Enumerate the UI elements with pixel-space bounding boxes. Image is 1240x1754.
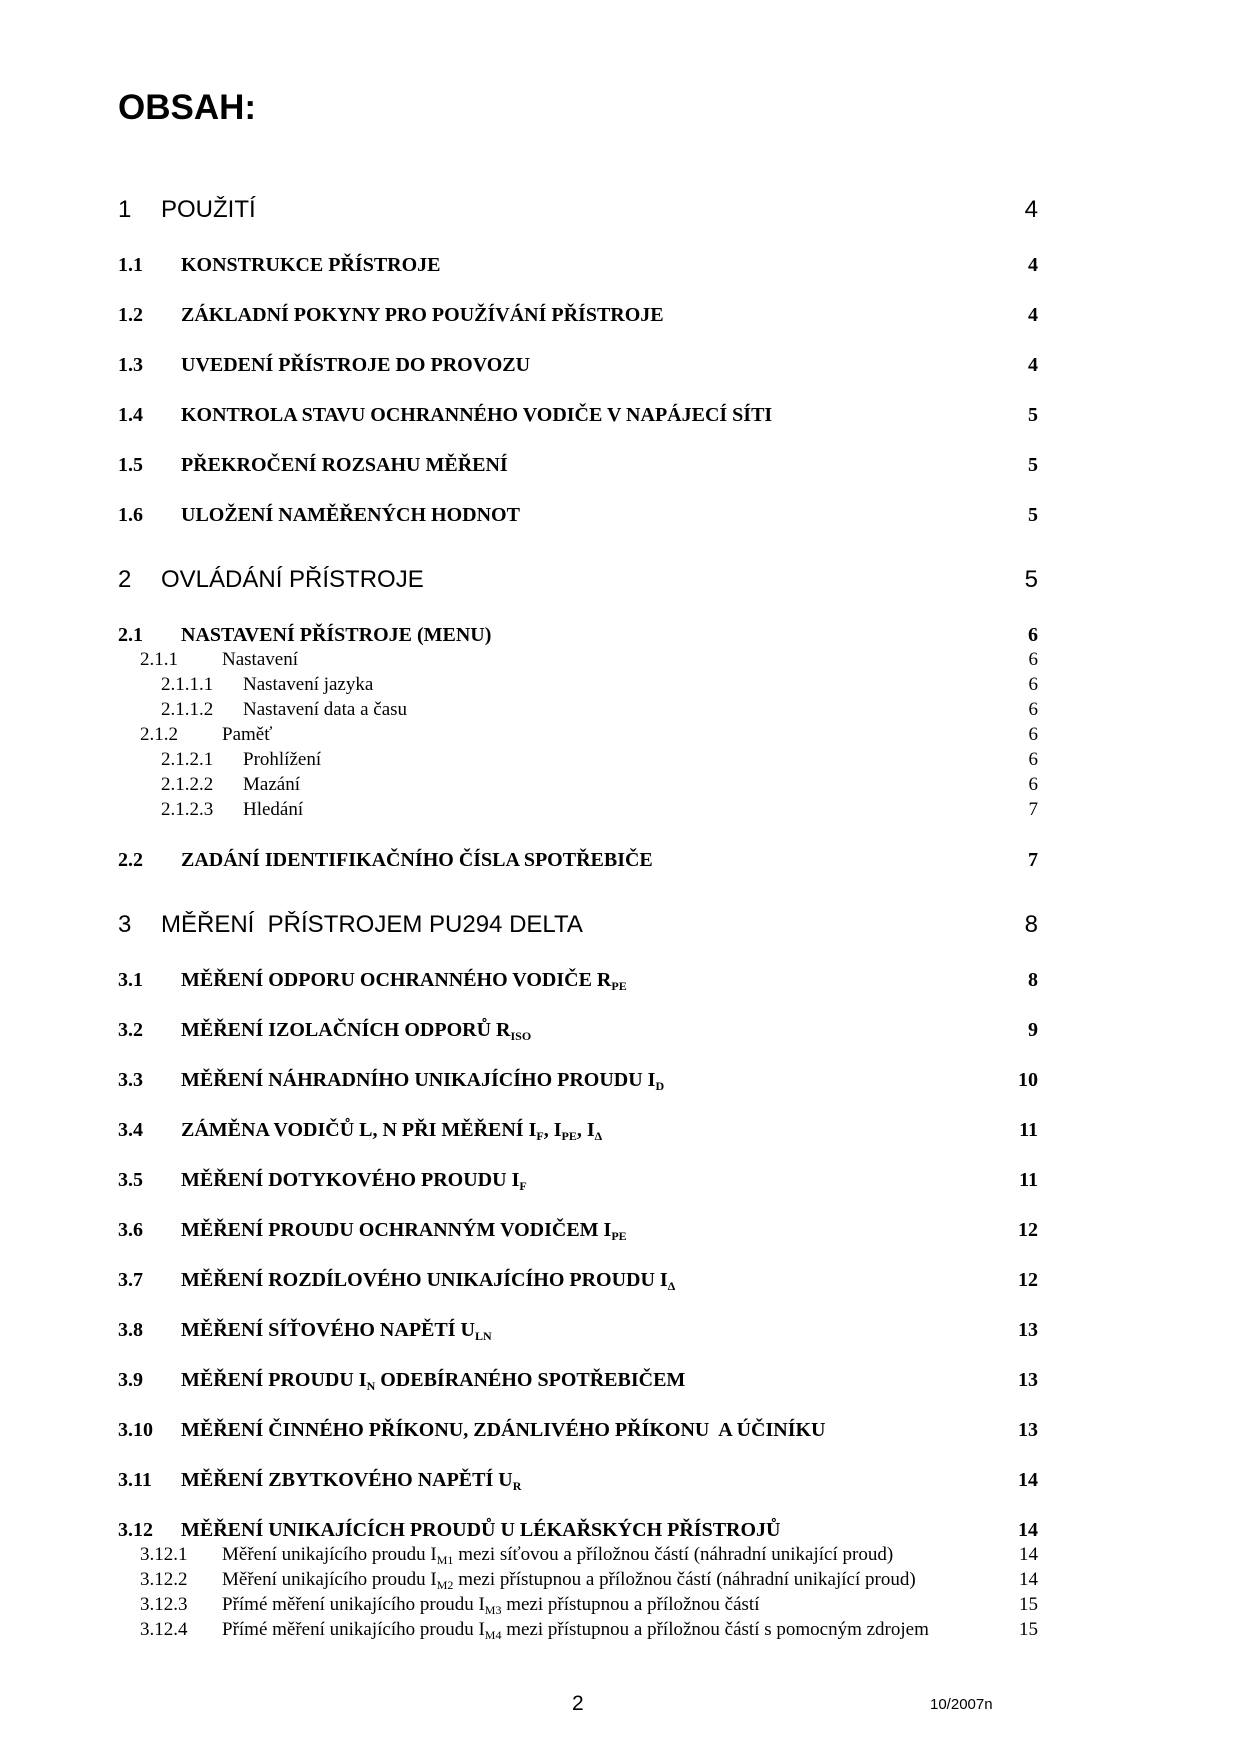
- toc-section-1-4[interactable]: [118, 400, 1038, 430]
- toc-label-subscript: PE: [611, 1229, 627, 1243]
- toc-label-subscript: M3: [484, 1603, 502, 1617]
- toc-label: [181, 1265, 675, 1295]
- toc-label-subscript: R: [512, 1479, 522, 1493]
- toc-subsection-3-12-4[interactable]: [118, 1615, 1038, 1645]
- toc-label: Nastavení jazyka: [243, 674, 374, 695]
- toc-number: 3.12.1: [140, 1544, 188, 1565]
- toc-label-subscript: F: [519, 1179, 527, 1193]
- toc-section-3-3[interactable]: [118, 1065, 1038, 1095]
- toc-label: Paměť: [222, 724, 273, 745]
- toc-number: 3.3: [118, 1069, 143, 1091]
- toc-label-text: mezi síťovou a příložnou částí (náhradní unikající proud): [453, 1544, 894, 1565]
- toc-page: 5: [1028, 454, 1038, 476]
- toc-label: MĚŘENÍ ČINNÉHO PŘÍKONU, ZDÁNLIVÉHO PŘÍKONU A ÚČINÍKU: [181, 1419, 826, 1441]
- toc-page: 4: [1024, 196, 1038, 223]
- toc-label: Prohlížení: [243, 749, 322, 770]
- toc-section-3-2[interactable]: [118, 1015, 1038, 1045]
- toc-section-2-2[interactable]: [118, 845, 1038, 875]
- toc-label: [181, 1215, 627, 1245]
- toc-section-3-11[interactable]: [118, 1465, 1038, 1495]
- toc-section-1-6[interactable]: [118, 500, 1038, 530]
- toc-subsubsection-2-1-2-3[interactable]: [118, 795, 1038, 825]
- toc-number: 1.3: [118, 354, 143, 376]
- toc-chapter-1[interactable]: [118, 195, 1038, 225]
- toc-section-3-1[interactable]: [118, 965, 1038, 995]
- toc-section-1-2[interactable]: [118, 300, 1038, 330]
- toc-label: KONTROLA STAVU OCHRANNÉHO VODIČE V NAPÁJECÍ SÍTI: [181, 404, 773, 426]
- toc-label-subscript: M2: [436, 1578, 454, 1592]
- toc-label-subscript: M1: [436, 1553, 454, 1567]
- toc-label-text: Měření unikajícího proudu I: [222, 1569, 437, 1590]
- toc-page: 11: [1019, 1119, 1038, 1141]
- toc-section-3-9[interactable]: [118, 1365, 1038, 1395]
- toc-label: MĚŘENÍ PŘÍSTROJEM PU294 DELTA: [161, 911, 583, 938]
- toc-label-text: MĚŘENÍ IZOLAČNÍCH ODPORŮ R: [181, 1019, 511, 1041]
- toc-section-1-3[interactable]: [118, 350, 1038, 380]
- toc-number: 3.5: [118, 1169, 143, 1191]
- toc-label-text: MĚŘENÍ PROUDU OCHRANNÝM VODIČEM I: [181, 1219, 612, 1241]
- toc-label: [181, 965, 627, 995]
- toc-number: 3.9: [118, 1369, 143, 1391]
- toc-label: [181, 1165, 527, 1195]
- toc-page: 13: [1018, 1369, 1038, 1391]
- toc-page: 15: [1019, 1619, 1038, 1640]
- toc-section-1-5[interactable]: [118, 450, 1038, 480]
- toc-label: PŘEKROČENÍ ROZSAHU MĚŘENÍ: [181, 454, 508, 476]
- toc-number: 2.1.2.2: [161, 774, 214, 795]
- toc-page: 14: [1018, 1469, 1038, 1491]
- toc-number: 3.4: [118, 1119, 143, 1141]
- toc-label-text: MĚŘENÍ PROUDU I: [181, 1369, 367, 1391]
- toc-page: 6: [1028, 649, 1038, 670]
- toc-page: 14: [1018, 1519, 1038, 1541]
- toc-label-text: MĚŘENÍ ROZDÍLOVÉHO UNIKAJÍCÍHO PROUDU I: [181, 1269, 668, 1291]
- toc-label-subscript: ISO: [510, 1029, 532, 1043]
- toc-label-text: MĚŘENÍ NÁHRADNÍHO UNIKAJÍCÍHO PROUDU I: [181, 1069, 656, 1091]
- toc-section-3-6[interactable]: [118, 1215, 1038, 1245]
- toc-page: 5: [1028, 504, 1038, 526]
- toc-page: 6: [1028, 674, 1038, 695]
- toc-number: 2.1.2.3: [161, 799, 214, 820]
- toc-page: 6: [1028, 624, 1038, 646]
- toc-page: 8: [1028, 969, 1038, 991]
- toc-label-subscript: PE: [611, 979, 627, 993]
- toc-label-subscript: N: [366, 1379, 376, 1393]
- toc-number: 1: [118, 196, 132, 223]
- toc-page: 11: [1019, 1169, 1038, 1191]
- toc-page: 12: [1018, 1269, 1038, 1291]
- toc-label: [181, 1465, 521, 1495]
- toc-page: 10: [1018, 1069, 1038, 1091]
- toc-label: Hledání: [243, 799, 304, 820]
- toc-number: 3.12.3: [140, 1594, 188, 1615]
- toc-label-text: Přímé měření unikajícího proudu I: [222, 1594, 485, 1615]
- toc-page: 6: [1028, 699, 1038, 720]
- toc-label: [181, 1115, 602, 1145]
- toc-page: 12: [1018, 1219, 1038, 1241]
- toc-page: 7: [1028, 799, 1038, 820]
- toc-number: 1.4: [118, 404, 143, 426]
- toc-number: 1.6: [118, 504, 143, 526]
- toc-page: 4: [1028, 354, 1038, 376]
- toc-label-subscript: Δ: [667, 1279, 676, 1293]
- toc-label: UVEDENÍ PŘÍSTROJE DO PROVOZU: [181, 354, 531, 376]
- toc-page: 14: [1019, 1569, 1038, 1590]
- toc-label: OVLÁDÁNÍ PŘÍSTROJE: [161, 566, 424, 593]
- toc-section-3-4[interactable]: [118, 1115, 1038, 1145]
- toc-page: 6: [1028, 774, 1038, 795]
- toc-label: MĚŘENÍ UNIKAJÍCÍCH PROUDŮ U LÉKAŘSKÝCH PŘÍSTROJŮ: [181, 1519, 781, 1541]
- toc-number: 2.1.1.1: [161, 674, 214, 695]
- toc-page: 5: [1028, 404, 1038, 426]
- toc-page: 13: [1018, 1319, 1038, 1341]
- toc-label-text: ODEBÍRANÉHO SPOTŘEBIČEM: [375, 1369, 686, 1391]
- toc-number: 3.11: [118, 1469, 152, 1491]
- toc-page: 7: [1028, 849, 1038, 871]
- toc-label: Nastavení: [222, 649, 298, 670]
- toc-number: 1.2: [118, 304, 143, 326]
- toc-page: 6: [1028, 749, 1038, 770]
- toc-label-text: ZÁMĚNA VODIČŮ L, N PŘI MĚŘENÍ I: [181, 1119, 537, 1141]
- toc-number: 3.6: [118, 1219, 143, 1241]
- toc-label: ZÁKLADNÍ POKYNY PRO POUŽÍVÁNÍ PŘÍSTROJE: [181, 304, 664, 326]
- toc-label: [181, 1065, 664, 1095]
- toc-page: 13: [1018, 1419, 1038, 1441]
- toc-label: POUŽITÍ: [161, 196, 256, 223]
- toc-label-text: MĚŘENÍ DOTYKOVÉHO PROUDU I: [181, 1169, 520, 1191]
- footer-page-number: 2: [572, 1692, 584, 1715]
- toc-label-text: mezi přístupnou a příložnou částí: [501, 1594, 760, 1615]
- toc-number: 3.8: [118, 1319, 143, 1341]
- toc-number: 3.12: [118, 1519, 153, 1541]
- toc-label-text: MĚŘENÍ ZBYTKOVÉHO NAPĚTÍ U: [181, 1469, 513, 1491]
- toc-page: 8: [1024, 911, 1038, 938]
- toc-label: Nastavení data a času: [243, 699, 408, 720]
- toc-page: 9: [1028, 1019, 1038, 1041]
- toc-label-subscript: F: [536, 1129, 544, 1143]
- page-title: OBSAH:: [118, 88, 257, 127]
- toc-page: 4: [1028, 254, 1038, 276]
- toc-page: 6: [1028, 724, 1038, 745]
- toc-number: 3: [118, 911, 132, 938]
- toc-section-3-10[interactable]: [118, 1415, 1038, 1445]
- toc-number: 2: [118, 566, 132, 593]
- toc-number: 2.1.2.1: [161, 749, 214, 770]
- toc-number: 3.12.2: [140, 1569, 188, 1590]
- toc-label: Mazání: [243, 774, 300, 795]
- toc-section-3-8[interactable]: [118, 1315, 1038, 1345]
- toc-label-text: Měření unikajícího proudu I: [222, 1544, 437, 1565]
- toc-number: 2.2: [118, 849, 143, 871]
- toc-section-3-5[interactable]: [118, 1165, 1038, 1195]
- toc-page: 15: [1019, 1594, 1038, 1615]
- toc-section-1-1[interactable]: [118, 250, 1038, 280]
- toc-label: ZADÁNÍ IDENTIFIKAČNÍHO ČÍSLA SPOTŘEBIČE: [181, 849, 653, 871]
- toc-number: 2.1: [118, 624, 143, 646]
- toc-label-subscript: Δ: [594, 1129, 603, 1143]
- toc-number: 3.12.4: [140, 1619, 188, 1640]
- toc-label-text: , I: [576, 1119, 595, 1141]
- toc-page: 4: [1028, 304, 1038, 326]
- toc-number: 1.5: [118, 454, 143, 476]
- toc-label: [181, 1015, 531, 1045]
- toc-label: KONSTRUKCE PŘÍSTROJE: [181, 254, 441, 276]
- toc-label: [181, 1365, 685, 1395]
- toc-number: 3.2: [118, 1019, 143, 1041]
- toc-label-text: MĚŘENÍ ODPORU OCHRANNÉHO VODIČE R: [181, 969, 612, 991]
- toc-label-subscript: PE: [561, 1129, 577, 1143]
- toc-number: 2.1.1: [140, 649, 178, 670]
- toc-label-text: mezi přístupnou a příložnou částí (náhradní unikající proud): [453, 1569, 916, 1590]
- toc-number: 3.10: [118, 1419, 153, 1441]
- toc-chapter-3[interactable]: [118, 910, 1038, 940]
- toc-label: NASTAVENÍ PŘÍSTROJE (MENU): [181, 624, 492, 646]
- toc-number: 3.1: [118, 969, 143, 991]
- toc-label-text: Přímé měření unikajícího proudu I: [222, 1619, 485, 1640]
- toc-label-subscript: D: [655, 1079, 665, 1093]
- toc-number: 1.1: [118, 254, 143, 276]
- toc-label-text: MĚŘENÍ SÍŤOVÉHO NAPĚTÍ U: [181, 1319, 475, 1341]
- toc-label: ULOŽENÍ NAMĚŘENÝCH HODNOT: [181, 504, 520, 526]
- toc-label-subscript: LN: [474, 1329, 492, 1343]
- toc-number: 2.1.2: [140, 724, 178, 745]
- toc-label-text: , I: [543, 1119, 562, 1141]
- toc-chapter-2[interactable]: [118, 565, 1038, 595]
- toc-label-subscript: M4: [484, 1628, 502, 1642]
- toc-number: 2.1.1.2: [161, 699, 214, 720]
- footer-doc-code: 10/2007n: [930, 1696, 993, 1713]
- toc-label-text: mezi přístupnou a příložnou částí s pomocným zdrojem: [501, 1619, 929, 1640]
- toc-label: [181, 1315, 492, 1345]
- toc-label: [222, 1615, 929, 1645]
- toc-page: 5: [1024, 566, 1038, 593]
- toc-page: 14: [1019, 1544, 1038, 1565]
- toc-section-3-7[interactable]: [118, 1265, 1038, 1295]
- toc-number: 3.7: [118, 1269, 143, 1291]
